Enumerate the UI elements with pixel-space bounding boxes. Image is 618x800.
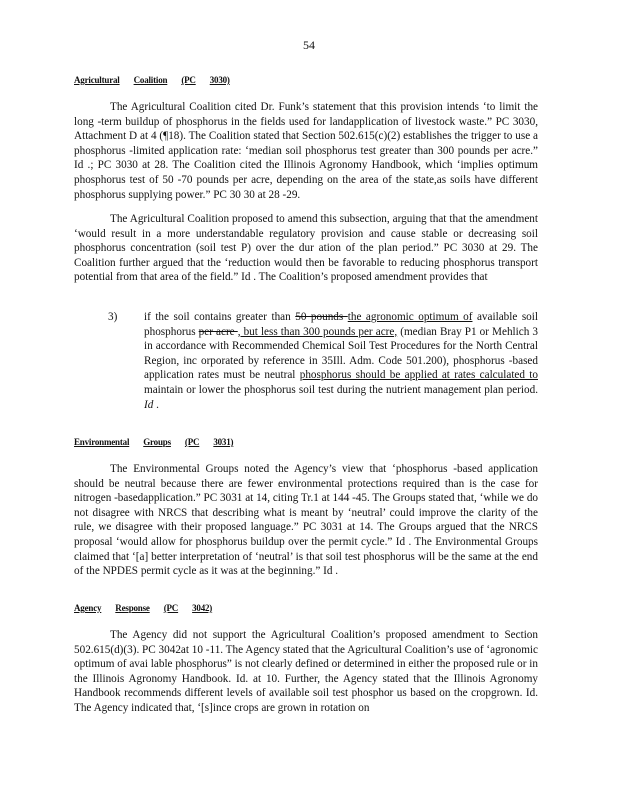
section-heading-agency-response: Agency Response (PC 3042) [74,603,213,613]
page-number: 54 [303,38,315,52]
added-text: , but less than 300 pounds per acre, [237,325,398,338]
item-number: 3) [108,311,118,323]
added-text: the agronomic optimum of [347,311,473,323]
section-heading-agricultural-coalition: Agricultural Coalition (PC 3030) [74,75,230,85]
paragraph-agency-response: The Agency did not support the Agricultural Coalition’s proposed amendment to Section 502.615(d)(3). PC 3042at 10 -11. The Agency stated that the Agricultural Coalition’s use of ‘agronomic optimum of avai lable phosphorus” is not clearly defined or determined in either the proposed rule or in the Illinois Agronomy Handbook. Id. at 10. Further, the Agency stated that the Illinois Agronomy Handbook recommends different levels of available soil test phosphor us based on the cropgrown. Id. The Agency indicated that, ‘[s]ince crops are grown in rotation on [74,629,538,714]
amendment-text: if the soil contains greater than 50 pounds the agronomic optimum of available soil phosphorus per acre , but less than 300 pounds per acre, (median Bray P1 or Mehlich 3 in accordance with Recommended Chemical Soil Test Procedures for the North Central Region, inc orporated by reference in 35Ill. Adm. Code 501.200), phosphorus -based application rates must be neutral phosphorus should be applied at rates calculated to maintain or lower the phosphorus soil test during the nutrient management plan period. Id . [144,311,538,411]
paragraph-environmental-groups: The Environmental Groups noted the Agency’s view that ‘phosphorus -based application should be neutral because there are fewer environmental protections required than is the case for nitrogen -basedapplication.” PC 3031 at 14, citing Tr.1 at 144 -45. The Groups stated that, ‘while we do not disagree with NRCS that describing what is meant by ‘neutral’ could improve the clarity of the rule, we disagree with their proposed language.” PC 3031 at 14. The Groups argued that the NRCS proposal ‘would allow for phosphorus buildup over the permit cycle.” Id . The Environmental Groups claimed that ‘[a] better interpretation of ‘neutral’ is that soil test phosphorus will be the same at the end of the NPDES permit cycle as it was at the beginning.” Id . [74,463,539,578]
paragraph-coalition-cited-funk: The Agricultural Coalition cited Dr. Funk’s statement that this provision intends ‘to limit the long -term buildup of phosphorus in the fields used for landapplication of livestock waste.” PC 3030, Attachment D at 4 (¶18). The Coalition stated that Section 502.615(c)(2) establishes the trigger to use a phosphorus -limited application rate: ‘median soil phosphorus test greater than 300 pounds per acre.” Id .; PC 3030 at 28. The Coalition cited the Illinois Agronomy Handbook, which ‘implies optimum phosphorus test of 50 -70 pounds per acre, depending on the area of the state,as soils have different phosphorus supplying power.” PC 30 30 at 28 -29. [74,101,538,201]
section-heading-environmental-groups: Environmental Groups (PC 3031) [74,437,234,447]
struck-text: per acre [198,325,238,338]
added-text: phosphorus should be applied at rates calculated to [299,369,538,382]
paragraph-coalition-proposed-amend: The Agricultural Coalition proposed to amend this subsection, arguing that that the amendment ‘would result in a more understandable regulatory provision and cause stable or decreasing soil phosphorus concentration (soil test P) over the dur ation of the plan period.” PC 3030 at 29. The Coalition further argued that the ‘reduction would then be favorable to reducing phosphorus transport potential from that area of the field.” Id . The Coalition’s proposed amendment provides that [74,213,538,284]
struck-text: 50 pounds [295,311,348,323]
proposed-amendment-item [108,310,538,412]
